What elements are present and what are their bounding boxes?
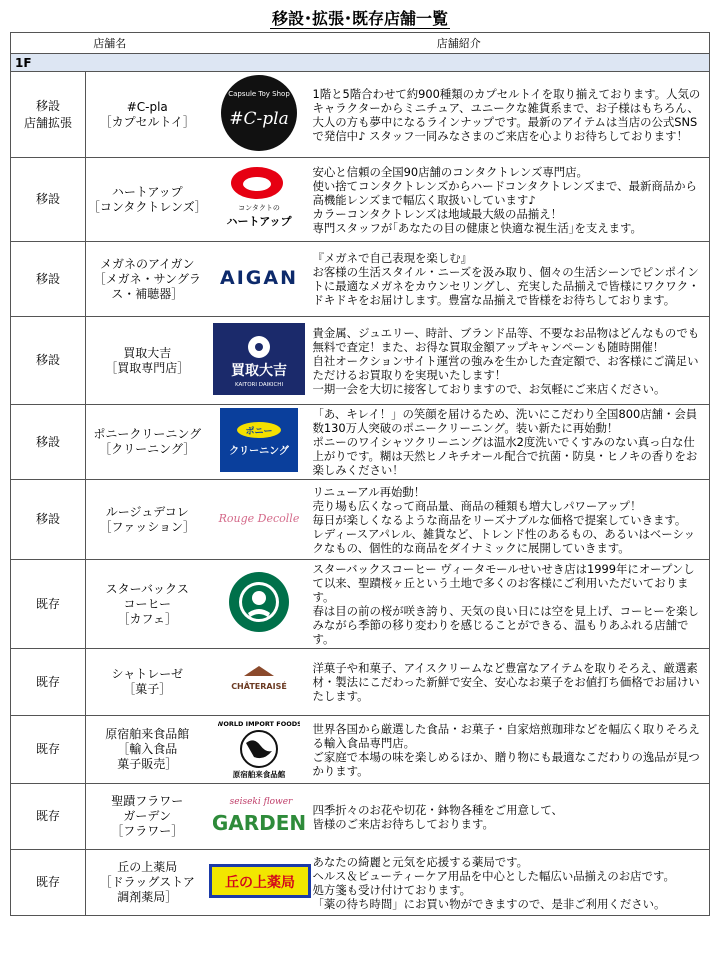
shop-name-header: 店舗名 bbox=[11, 33, 209, 54]
shop-row bbox=[11, 317, 710, 405]
shop-rows bbox=[11, 72, 710, 916]
svg-text:原宿舶来食品館: 原宿舶来食品館 bbox=[232, 769, 285, 779]
shop-row bbox=[11, 242, 710, 317]
svg-text:Rouge Decolle: Rouge Decolle bbox=[218, 511, 299, 525]
page-title: 移設･拡張･既存店舗一覧 bbox=[271, 9, 448, 28]
svg-text:KAITORI DAIKICHI: KAITORI DAIKICHI bbox=[234, 381, 283, 388]
shop-logo-cell bbox=[209, 480, 309, 560]
header-row bbox=[11, 33, 710, 54]
svg-text:Capsule Toy Shop: Capsule Toy Shop bbox=[227, 89, 290, 98]
shop-name: ルージュデコレ ［ファッション］ bbox=[86, 480, 209, 560]
shop-description: 四季折々のお花や切花・鉢物各種をご用意して、 皆様のご来店お待ちしております。 bbox=[309, 784, 710, 850]
floor-row bbox=[11, 54, 710, 72]
shop-status: 既存 bbox=[11, 649, 86, 716]
shop-name: メガネのアイガン ［メガネ・サングラス・補聴器］ bbox=[86, 242, 209, 317]
shop-row bbox=[11, 158, 710, 242]
shop-intro-header: 店舗紹介 bbox=[209, 33, 710, 54]
shop-name: #C-pla ［カプセルトイ］ bbox=[86, 72, 209, 158]
svg-text:クリーニング: クリーニング bbox=[228, 446, 289, 457]
shop-logo-cell bbox=[209, 649, 309, 716]
svg-text:丘の上薬局: 丘の上薬局 bbox=[224, 874, 295, 891]
shop-status: 既存 bbox=[11, 560, 86, 649]
shop-name: ポニークリーニング ［クリーニング］ bbox=[86, 405, 209, 480]
okanoue-pharmacy-logo-icon bbox=[209, 864, 311, 902]
shop-row bbox=[11, 480, 710, 560]
shop-description: 洋菓子や和菓子、アイスクリームなど豊富なアイテムを取りそろえ、厳選素材・製法にこだわった新鮮で安全、安心なお菓子をお値打ち価格でお届けいたします。 bbox=[309, 649, 710, 716]
shop-logo-cell bbox=[209, 317, 309, 405]
shop-description: 『メガネで自己表現を楽しむ』 お客様の生活スタイル・ニーズを汲み取り、個々の生活シーンでピンポイントに最適なメガネをカウンセリングし、充実した品揃えで皆様にワクワク・ドキドキをお届けします。豊富な品揃えで皆様をお待ちしております。 bbox=[309, 242, 710, 317]
shop-status: 移設 店舗拡張 bbox=[11, 72, 86, 158]
svg-text:WORLD IMPORT FOODS: WORLD IMPORT FOODS bbox=[217, 719, 300, 728]
aigan-logo-icon bbox=[214, 262, 304, 296]
shop-description: 「あ、キレイ！」の笑顔を届けるため、洗いにこだわり全国800店舗・会員数130万人突破のポニークリーニング。装い新たに再始動！ ポニーのワイシャツクリーニングは温水2度洗いでくすみのない真っ白な仕上がりです。糊は天然ヒノキチオール配合で抗菌・防臭・ヒノキの香りをお楽しみください！ bbox=[309, 405, 710, 480]
shop-row bbox=[11, 716, 710, 784]
shop-status: 移設 bbox=[11, 158, 86, 242]
shop-description: 貴金属、ジュエリー、時計、ブランド品等、不要なお品物はどんなものでも無料で査定！また、お得な買取金額アップキャンペーンも随時開催！ 自社オークションサイト運営の強みを生かした査定額で、お客様にご満足いただけるお買取りを実現いたします！ 一期一会を大切に接客しておりますので、お気軽にご来店ください。 bbox=[309, 317, 710, 405]
pony-logo-icon bbox=[220, 408, 298, 476]
shop-row bbox=[11, 72, 710, 158]
shop-logo-cell bbox=[209, 405, 309, 480]
svg-text:コンタクトの: コンタクトの bbox=[237, 203, 280, 212]
svg-text:CHÂTERAISÉ: CHÂTERAISÉ bbox=[230, 682, 287, 691]
svg-text:GARDEN: GARDEN bbox=[212, 810, 305, 835]
shop-status: 既存 bbox=[11, 784, 86, 850]
shop-description: あなたの綺麗と元気を応援する薬局です。 ヘルス＆ビューティーケア用品を中心とした幅広い品揃えのお店です。 処方箋も受け付けております。 「薬の待ち時間」にお買い物ができますので、是非ご利用ください。 bbox=[309, 850, 710, 916]
shop-logo-cell bbox=[209, 850, 309, 916]
shop-status: 移設 bbox=[11, 480, 86, 560]
starbucks-logo-icon bbox=[228, 571, 290, 637]
svg-text:AIGAN: AIGAN bbox=[219, 267, 298, 289]
shop-logo-cell bbox=[209, 242, 309, 317]
shop-name: スターバックス コーヒー ［カフェ］ bbox=[86, 560, 209, 649]
shop-row bbox=[11, 405, 710, 480]
shop-status: 既存 bbox=[11, 716, 86, 784]
shop-status: 移設 bbox=[11, 317, 86, 405]
shop-row bbox=[11, 649, 710, 716]
shop-status: 移設 bbox=[11, 405, 86, 480]
shop-name: ハートアップ ［コンタクトレンズ］ bbox=[86, 158, 209, 242]
shop-table bbox=[10, 32, 710, 916]
shop-name: 聖蹟フラワー ガーデン ［フラワー］ bbox=[86, 784, 209, 850]
seiseki-flower-garden-logo-icon bbox=[213, 790, 305, 844]
chateraise-logo-icon bbox=[224, 662, 294, 702]
shop-name: 丘の上薬局 ［ドラッグストア 調剤薬局］ bbox=[86, 850, 209, 916]
shop-description: 安心と信頼の全国90店舗のコンタクトレンズ専門店。 使い捨てコンタクトレンズからハードコンタクトレンズまで、最新商品から高機能レンズまで幅広く取扱いしています♪ カラーコンタクトレンズは地域最大級の品揃え！ 専門スタッフが｢あなたの目の健康と快適な視生活｣を支えます。 bbox=[309, 158, 710, 242]
shop-logo-cell bbox=[209, 784, 309, 850]
svg-text:seiseki flower: seiseki flower bbox=[229, 796, 292, 807]
shop-name: シャトレーゼ ［菓子］ bbox=[86, 649, 209, 716]
svg-text:#C-pla: #C-pla bbox=[228, 108, 289, 129]
shop-row bbox=[11, 560, 710, 649]
world-import-foods-logo-icon bbox=[218, 717, 300, 783]
shop-description: 1階と5階合わせて約900種類のカプセルトイを取り揃えております。人気のキャラクターからミニチュア、ユニークな雑貨系まで、お子様はもちろん、大人の方も夢中になるラインナップです。最新のアイテムは当店の公式SNSで発信中♪ スタッフ一同みなさまのご来店を心よりお待ちしております！ bbox=[309, 72, 710, 158]
shop-description: 世界各国から厳選した食品・お菓子・自家焙煎珈琲などを幅広く取りそろえる輸入食品専門店。 ご家庭で本場の味を楽しめるほか、贈り物にも最適なこだわりの逸品が見つかります。 bbox=[309, 716, 710, 784]
shop-logo-cell bbox=[209, 716, 309, 784]
shop-logo-cell bbox=[209, 560, 309, 649]
shop-description: スターバックスコーヒー ヴィータモールせいせき店は1999年にオープンして以来、聖蹟桜ヶ丘という土地で多くのお客様にご利用いただいております。 春は目の前の桜が咲き誇り、天気の良い日には空を見上げ、コーヒーを楽しみながら季節の移り変わりを感じることができる、温もりあふれる店舗です。 bbox=[309, 560, 710, 649]
shop-logo-cell bbox=[209, 158, 309, 242]
c-pla-logo-icon bbox=[220, 74, 298, 156]
svg-text:ハートアップ: ハートアップ bbox=[226, 214, 291, 228]
daikichi-logo-icon bbox=[213, 323, 305, 399]
floor-label: 1F bbox=[11, 54, 710, 72]
shop-description: リニューアル再始動！ 売り場も広くなって商品量、商品の種類も増大しパワーアップ！ 毎日が楽しくなるような商品をリーズナブルな価格で提案していきます。 レディースアパレル、雑貨など、トレンド性のあるもの、あるいはベーシックなもの、個性的な商品をダイナミックに展開していきます。 bbox=[309, 480, 710, 560]
shop-logo-cell bbox=[209, 72, 309, 158]
shop-row bbox=[11, 850, 710, 916]
shop-status: 既存 bbox=[11, 850, 86, 916]
heart-up-logo-icon bbox=[219, 165, 299, 235]
rouge-decolle-logo-icon bbox=[214, 506, 304, 534]
shop-row bbox=[11, 784, 710, 850]
shop-status: 移設 bbox=[11, 242, 86, 317]
shop-name: 原宿舶来食品館 ［輸入食品 菓子販売］ bbox=[86, 716, 209, 784]
shop-name: 買取大吉 ［買取専門店］ bbox=[86, 317, 209, 405]
svg-text:買取大吉: 買取大吉 bbox=[230, 362, 287, 379]
svg-text:ポニー: ポニー bbox=[244, 427, 273, 437]
